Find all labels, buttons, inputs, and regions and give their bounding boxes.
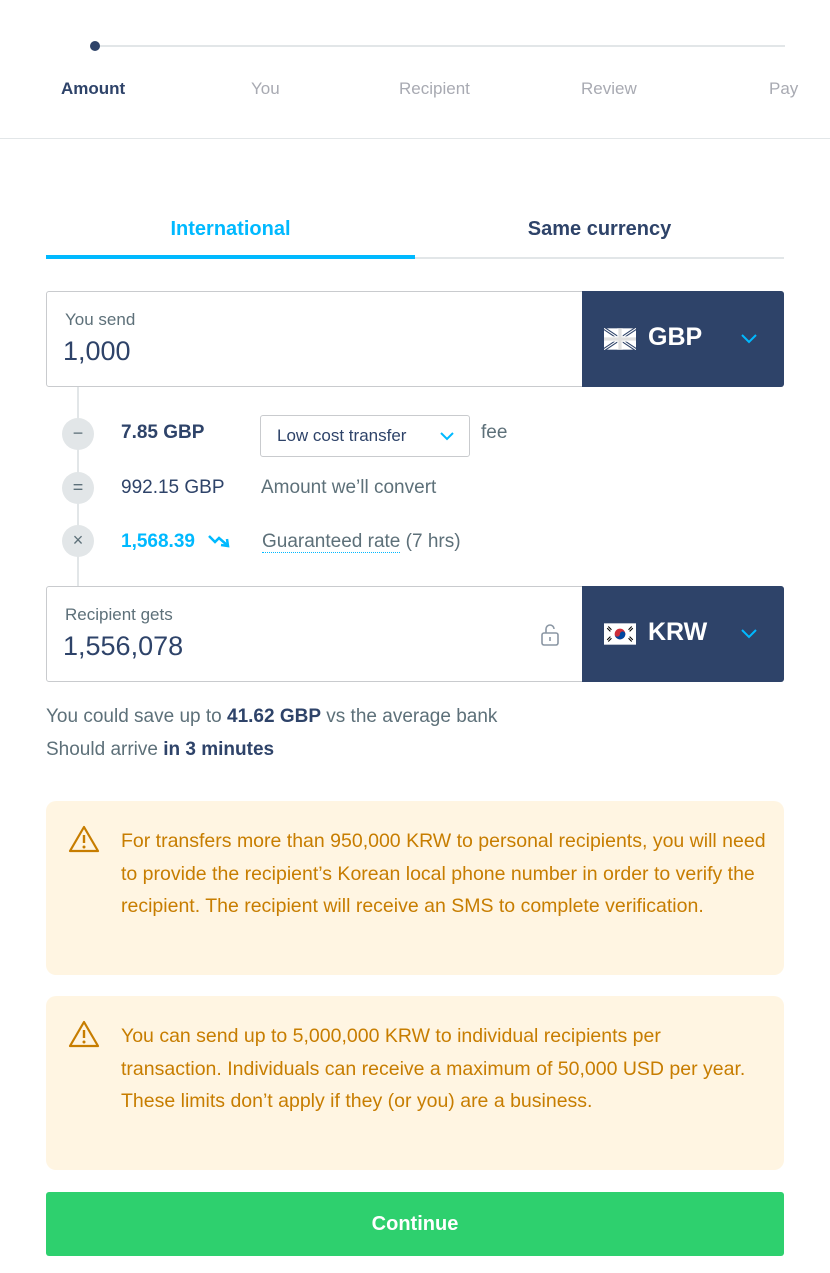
kr-flag-icon xyxy=(604,623,636,645)
continue-button[interactable]: Continue xyxy=(46,1192,784,1256)
rate-duration: (7 hrs) xyxy=(405,531,461,552)
guaranteed-rate-link[interactable]: Guaranteed rate xyxy=(262,531,401,552)
send-amount-input[interactable] xyxy=(63,336,503,367)
chevron-down-icon xyxy=(740,331,758,345)
savings-suffix: vs the average bank xyxy=(326,706,498,727)
alert-phone-verification xyxy=(46,801,784,975)
savings-line xyxy=(46,706,497,728)
chevron-down-icon xyxy=(439,430,455,442)
alert-text: You can send up to 5,000,000 KRW to individual recipients per transaction. Individuals can receive a maximum of 50,000 USD per year. These limits don’t apply if they (or you) are a business. xyxy=(121,1025,746,1112)
step-review[interactable]: Review xyxy=(581,79,637,98)
step-you[interactable]: You xyxy=(251,79,280,98)
savings-prefix: You could save up to xyxy=(46,706,222,727)
stepper-track xyxy=(95,45,785,47)
exchange-rate: 1,568.39 xyxy=(121,531,195,552)
step-recipient[interactable]: Recipient xyxy=(399,79,470,98)
uk-flag-icon xyxy=(604,328,636,350)
receive-amount-label: Recipient gets xyxy=(65,605,173,624)
send-currency-select[interactable] xyxy=(582,291,784,387)
send-amount-label: You send xyxy=(65,310,136,329)
send-amount-box xyxy=(46,291,784,387)
tab-same-currency[interactable]: Same currency xyxy=(527,218,672,240)
arrival-line xyxy=(46,739,274,761)
warning-icon xyxy=(68,1020,100,1048)
rate-info xyxy=(262,531,461,553)
fee-suffix: fee xyxy=(481,422,508,443)
stepper-current-dot xyxy=(90,41,100,51)
step-amount[interactable]: Amount xyxy=(61,79,126,98)
unlock-icon[interactable] xyxy=(539,623,561,647)
convert-amount: 992.15 GBP xyxy=(121,477,225,498)
fee-amount: 7.85 GBP xyxy=(121,422,205,443)
transfer-method-select[interactable] xyxy=(260,415,470,457)
send-currency-code: GBP xyxy=(648,323,703,351)
step-pay[interactable]: Pay xyxy=(769,79,799,98)
receive-currency-select[interactable] xyxy=(582,586,784,682)
minus-icon: − xyxy=(62,418,94,450)
arrival-time: in 3 minutes xyxy=(163,739,275,760)
chevron-down-icon xyxy=(740,626,758,640)
savings-amount: 41.62 GBP xyxy=(227,706,321,727)
multiply-icon: × xyxy=(62,525,94,557)
warning-icon xyxy=(68,825,100,853)
transfer-type-tabs xyxy=(46,200,784,259)
arrival-prefix: Should arrive xyxy=(46,739,158,760)
alert-transfer-limits xyxy=(46,996,784,1170)
tab-international[interactable]: International xyxy=(46,200,415,259)
convert-text: Amount we’ll convert xyxy=(261,477,437,498)
transfer-method-value: Low cost transfer xyxy=(277,426,407,445)
receive-currency-code: KRW xyxy=(648,618,708,646)
trend-down-icon xyxy=(207,533,231,549)
progress-stepper xyxy=(0,0,830,139)
equals-icon: = xyxy=(62,472,94,504)
receive-amount-box xyxy=(46,586,784,682)
receive-amount-input[interactable] xyxy=(63,631,503,662)
alert-text: For transfers more than 950,000 KRW to personal recipients, you will need to provide the recipient’s Korean local phone number in order to verify the recipient. The recipient will receive an SMS to complete verification. xyxy=(121,830,766,917)
